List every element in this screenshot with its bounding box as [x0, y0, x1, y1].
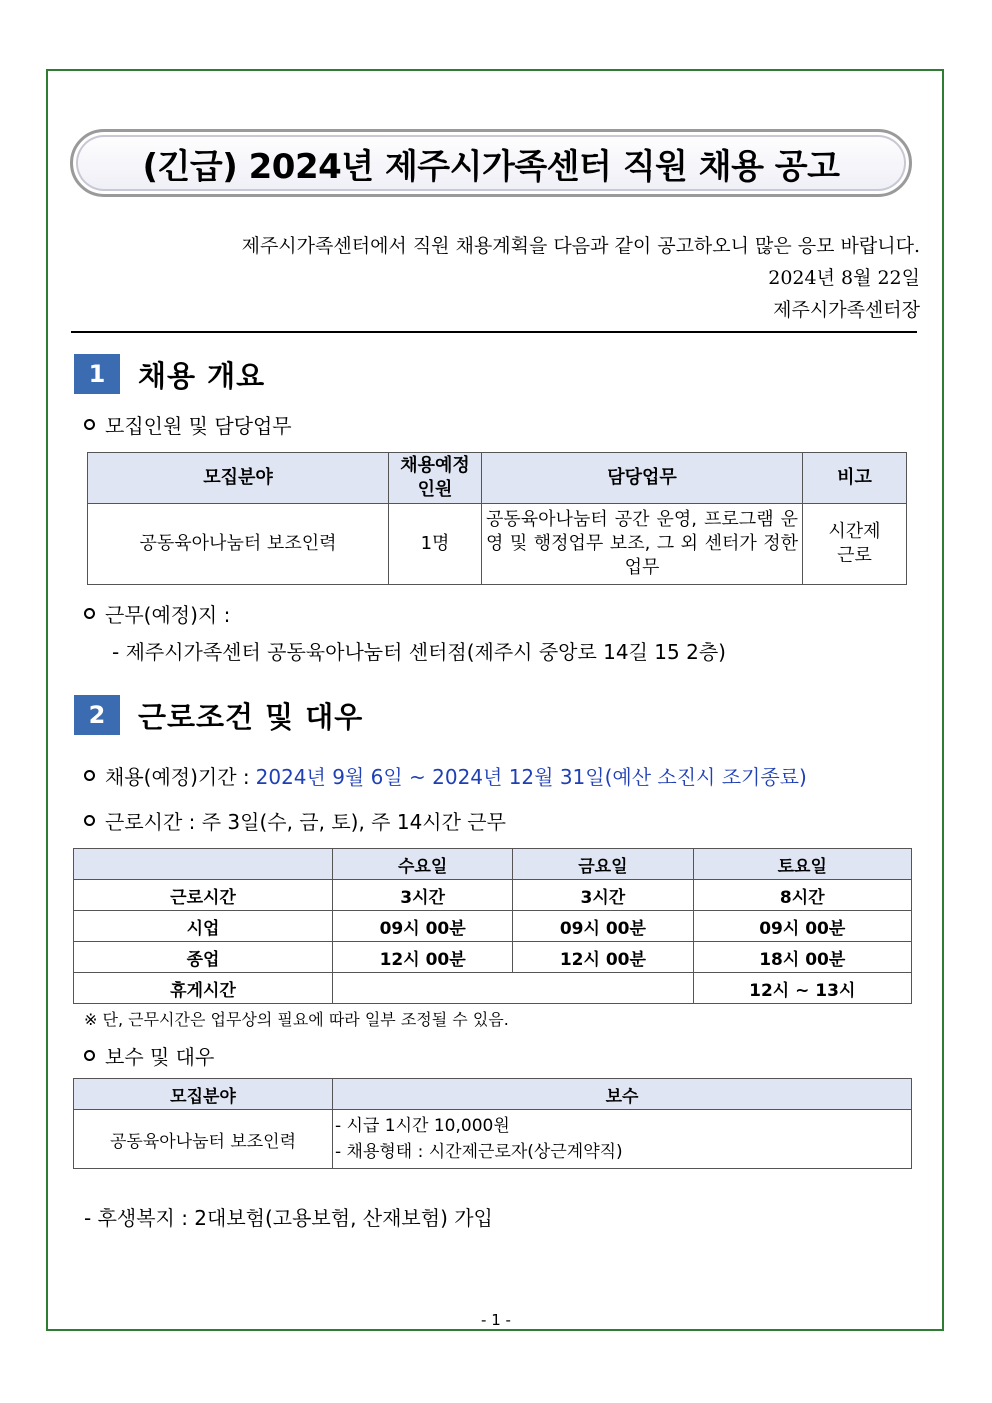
cell: 종업 [74, 942, 333, 973]
header-field: 모집분야 [74, 1079, 333, 1110]
circle-bullet-icon [84, 419, 95, 430]
header-remarks: 비고 [803, 453, 907, 504]
header-pay: 보수 [333, 1079, 912, 1110]
cell: 09시 00분 [693, 911, 912, 942]
bullet-text: 근무(예정)지 : [105, 603, 231, 627]
section1-number: 1 [74, 354, 120, 394]
header-wed: 수요일 [333, 849, 513, 880]
section2-title: 근로조건 및 대우 [138, 699, 364, 734]
cell: 시업 [74, 911, 333, 942]
header-blank [74, 849, 333, 880]
intro-block [80, 230, 920, 326]
cell: 8시간 [693, 880, 912, 911]
table-row [74, 911, 912, 942]
divider [71, 331, 917, 333]
table-header-row [74, 1079, 912, 1110]
cell: 09시 00분 [513, 911, 693, 942]
bullet-recruitment [84, 410, 292, 439]
location-text: - 제주시가족센터 공동육아나눔터 센터점(제주시 중앙로 14길 15 2층) [112, 640, 726, 664]
cell-field: 공동육아나눔터 보조인력 [74, 1110, 333, 1169]
section2-header [74, 695, 363, 735]
table-row [88, 504, 907, 585]
bullet-hours [84, 806, 506, 835]
cell: 휴게시간 [74, 973, 333, 1004]
cell: 12시 ~ 13시 [693, 973, 912, 1004]
cell: 3시간 [333, 880, 513, 911]
table-header-row [74, 849, 912, 880]
circle-bullet-icon [84, 608, 95, 619]
circle-bullet-icon [84, 770, 95, 781]
title-banner [70, 129, 912, 197]
cell-field: 공동육아나눔터 보조인력 [88, 504, 389, 585]
table-row [74, 880, 912, 911]
cell-headcount: 1명 [389, 504, 482, 585]
intro-date: 2024년 8월 22일 [768, 267, 920, 289]
table-row [74, 942, 912, 973]
circle-bullet-icon [84, 1050, 95, 1061]
cell: 18시 00분 [693, 942, 912, 973]
header-field: 모집분야 [88, 453, 389, 504]
pay-line-wage: - 시급 1시간 10,000원 [335, 1116, 510, 1136]
bullet-period [84, 761, 807, 790]
period-label: 채용(예정)기간 : [105, 765, 250, 789]
header-fri: 금요일 [513, 849, 693, 880]
section1-header [74, 354, 265, 394]
schedule-table [73, 848, 912, 1004]
cell [333, 973, 694, 1004]
page-number: - 1 - [481, 1311, 511, 1329]
header-headcount: 채용예정 인원 [389, 453, 482, 504]
intro-issuer: 제주시가족센터장 [773, 299, 920, 321]
bullet-pay [84, 1041, 214, 1070]
header-sat: 토요일 [693, 849, 912, 880]
section1-title: 채용 개요 [138, 358, 266, 393]
cell-duties: 공동육아나눔터 공간 운영, 프로그램 운영 및 행정업무 보조, 그 외 센터가 정한 업무 [482, 504, 803, 585]
circle-bullet-icon [84, 815, 95, 826]
table-row [74, 973, 912, 1004]
cell: 근로시간 [74, 880, 333, 911]
bullet-text: 모집인원 및 담당업무 [105, 414, 292, 438]
bullet-location [84, 599, 230, 628]
table-row [74, 1110, 912, 1169]
hours-label: 근로시간 : 주 3일(수, 금, 토), 주 14시간 근무 [105, 810, 506, 834]
period-value: 2024년 9월 6일 ~ 2024년 12월 31일(예산 소진시 조기종료) [255, 765, 807, 789]
recruitment-table [87, 452, 907, 585]
section2-number: 2 [74, 695, 120, 735]
pay-line-type: - 채용형태 : 시간제근로자(상근계약직) [335, 1142, 623, 1162]
cell: 12시 00분 [513, 942, 693, 973]
cell: 3시간 [513, 880, 693, 911]
table-header-row [88, 453, 907, 504]
intro-text: 제주시가족센터에서 직원 채용계획을 다음과 같이 공고하오니 많은 응모 바랍니다. [241, 235, 920, 257]
cell-pay [333, 1110, 912, 1169]
header-duties: 담당업무 [482, 453, 803, 504]
schedule-note: ※ 단, 근무시간은 업무상의 필요에 따라 일부 조정될 수 있음. [84, 1010, 509, 1029]
cell: 12시 00분 [333, 942, 513, 973]
welfare-text: - 후생복지 : 2대보험(고용보험, 산재보험) 가입 [84, 1206, 493, 1230]
cell-remarks: 시간제 근로 [803, 504, 907, 585]
pay-label: 보수 및 대우 [105, 1045, 215, 1069]
page-title: (긴급) 2024년 제주시가족센터 직원 채용 공고 [142, 146, 840, 187]
cell: 09시 00분 [333, 911, 513, 942]
pay-table [73, 1078, 912, 1169]
